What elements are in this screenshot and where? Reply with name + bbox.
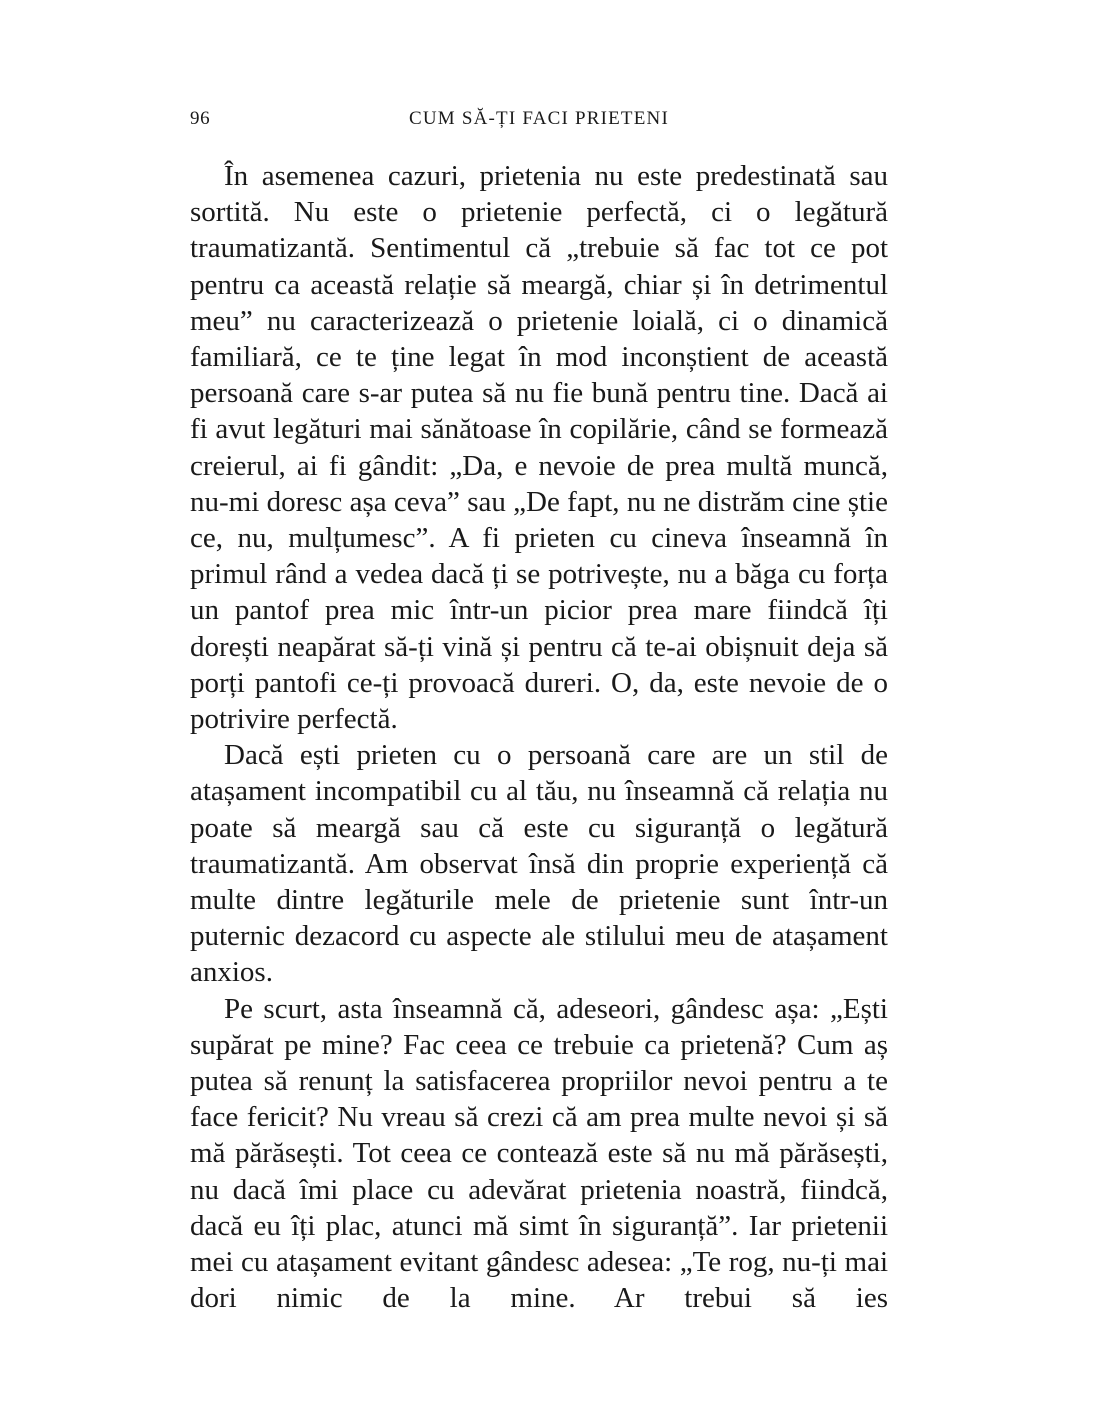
paragraph-1: În asemenea cazuri, prietenia nu este predestinată sau sortită. Nu este o prietenie perfectă, ci o legătură traumatizantă. Sentimentul că „trebuie să fac tot ce pot pentru ca această relație să meargă, chiar și în detrimentul meu” nu caracterizează o prietenie loială, ci o dinamică familiară, ce te ține legat în mod inconștient de această persoană care s-ar putea să nu fie bună pentru tine. Dacă ai fi avut legături mai sănătoase în copilărie, când se formează creierul, ai fi gândit: „Da, e nevoie de prea multă muncă, nu-mi doresc așa ceva” sau „De fapt, nu ne distrăm cine știe ce, nu, mulțumesc”. A fi prieten cu cineva înseamnă în primul rând a vedea dacă ți se potrivește, nu a băga cu forța un pantof prea mic într-un picior prea mare fiindcă îți dorești neapărat să-ți vină și pentru că te-ai obișnuit deja să porți pantofi ce-ți provoacă dureri. O, da, este nevoie de o potrivire perfectă.	[190, 160, 888, 736]
running-title: CUM SĂ-ȚI FACI PRIETENI	[409, 108, 669, 129]
paragraph-2: Dacă ești prieten cu o persoană care are un stil de atașament incompatibil cu al tău, nu înseamnă că relația nu poate să meargă sau că este cu siguranță o legătură traumatizantă. Am observat însă din proprie experiență că multe dintre legăturile mele de prietenie sunt într-un puternic dezacord cu aspecte ale stilului meu de atașament anxios.	[190, 739, 888, 989]
running-head	[190, 108, 888, 138]
paragraph-3: Pe scurt, asta înseamnă că, adeseori, gândesc așa: „Ești supărat pe mine? Fac ceea ce trebuie ca prietenă? Cum aș putea să renunț la satisfacerea propriilor nevoi pentru a te face fericit? Nu vreau să crezi că am prea multe nevoi și să mă părăsești. Tot ceea ce contează este să nu mă părăsești, nu dacă îmi place cu adevărat prietenia noastră, fiindcă, dacă eu îți plac, atunci mă simt în siguranță”. Iar prietenii mei cu atașament evitant gândesc adesea: „Te rog, nu-ți mai dori nimic de la mine. Ar trebui să ies	[190, 992, 888, 1315]
body-text	[190, 158, 888, 1317]
page-number: 96	[190, 108, 211, 129]
